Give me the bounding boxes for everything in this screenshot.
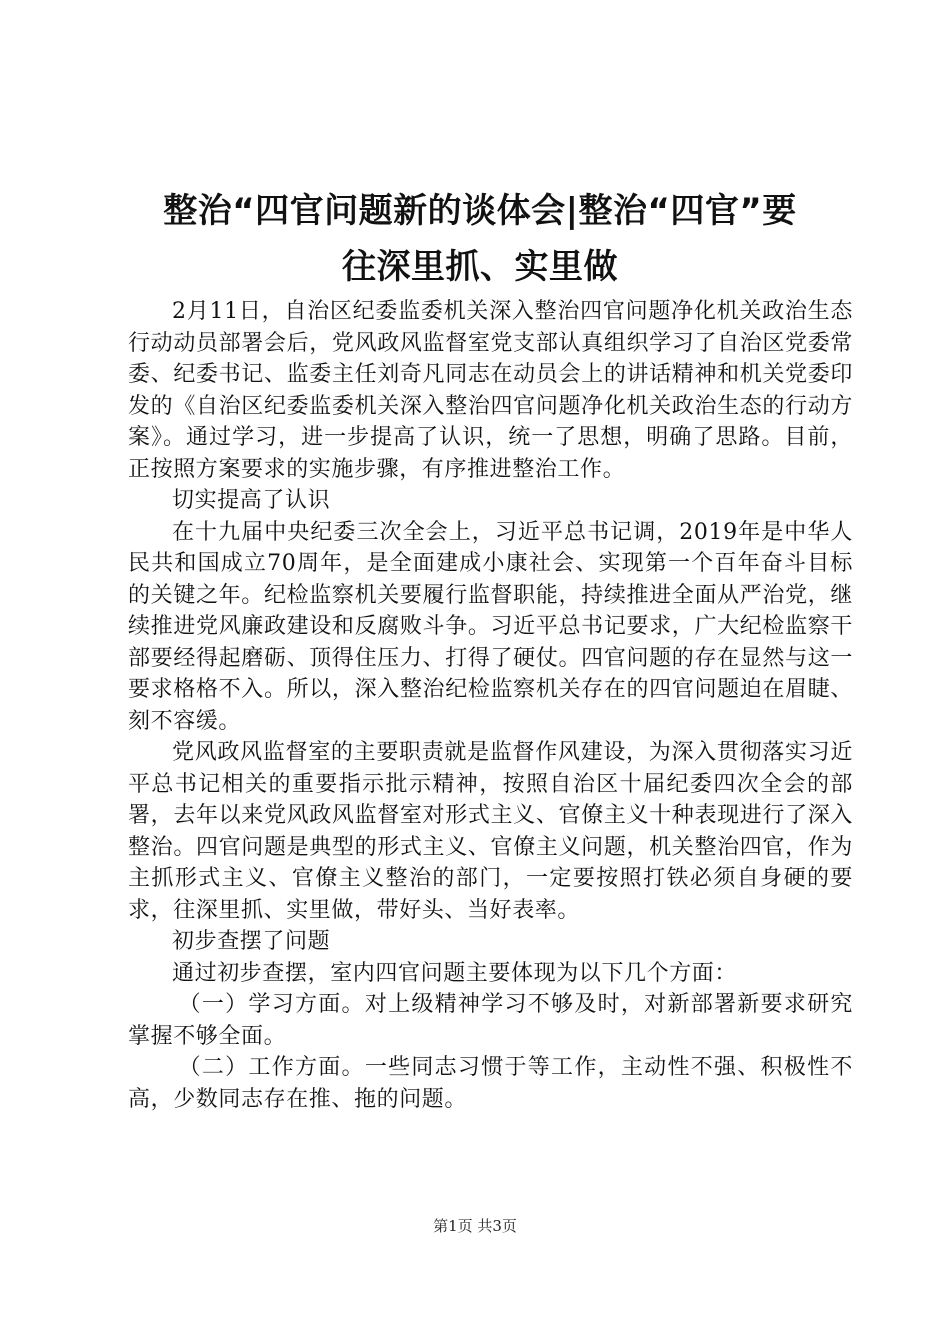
document-title-line-2: 往深里抓、实里做 [342, 247, 618, 287]
section-heading-problems: 初步查摆了问题 [172, 929, 331, 954]
list-item-work: （二）工作方面。一些同志习惯于等工作，主动性不强、积极性不高，少数同志存在推、拖的问题。 [128, 1055, 853, 1112]
document-title-line-1: 整治“四官问题新的谈体会|整治“四官”要 [163, 191, 797, 231]
paragraph-office-duties: 党风政风监督室的主要职责就是监督作风建设，为深入贯彻落实习近平总书记相关的重要指示批示精神，按照自治区十届纪委四次全会的部署，去年以来党风政风监督室对形式主义、官僚主义十种表现进行了深入整治。四官问题是典型的形式主义、官僚主义问题，机关整治四官，作为主抓形式主义、官僚主义整治的部门，一定要按照打铁必须自身硬的要求，往深里抓、实里做，带好头、当好表率。 [128, 740, 853, 923]
section-heading-awareness: 切实提高了认识 [172, 488, 331, 513]
document-body [128, 296, 853, 1115]
paragraph-intro: 2月11日，自治区纪委监委机关深入整治四官问题净化机关政治生态行动动员部署会后，党风政风监督室党支部认真组织学习了自治区党委常委、纪委书记、监委主任刘奇凡同志在动员会上的讲话精神和机关党委印发的《自治区纪委监委机关深入整治四官问题净化机关政治生态的行动方案》。通过学习，进一步提高了认识，统一了思想，明确了思路。目前，正按照方案要求的实施步骤，有序推进整治工作。 [128, 299, 853, 482]
paragraph-central-commission: 在十九届中央纪委三次全会上，习近平总书记调，2019年是中华人民共和国成立70周年，是全面建成小康社会、实现第一个百年奋斗目标的关键之年。纪检监察机关要履行监督职能，持续推进全面从严治党，继续推进党风廉政建设和反腐败斗争。习近平总书记要求，广大纪检监察干部要经得起磨砺、顶得住压力、打得了硬仗。四官问题的存在显然与这一要求格格不入。所以，深入整治纪检监察机关存在的四官问题迫在眉睫、刻不容缓。 [128, 519, 853, 734]
list-item-study: （一）学习方面。对上级精神学习不够及时，对新部署新要求研究掌握不够全面。 [128, 992, 853, 1049]
paragraph-problems-intro: 通过初步查摆，室内四官问题主要体现为以下几个方面： [172, 960, 738, 986]
page-footer: 第1页 共3页 [433, 1217, 517, 1235]
